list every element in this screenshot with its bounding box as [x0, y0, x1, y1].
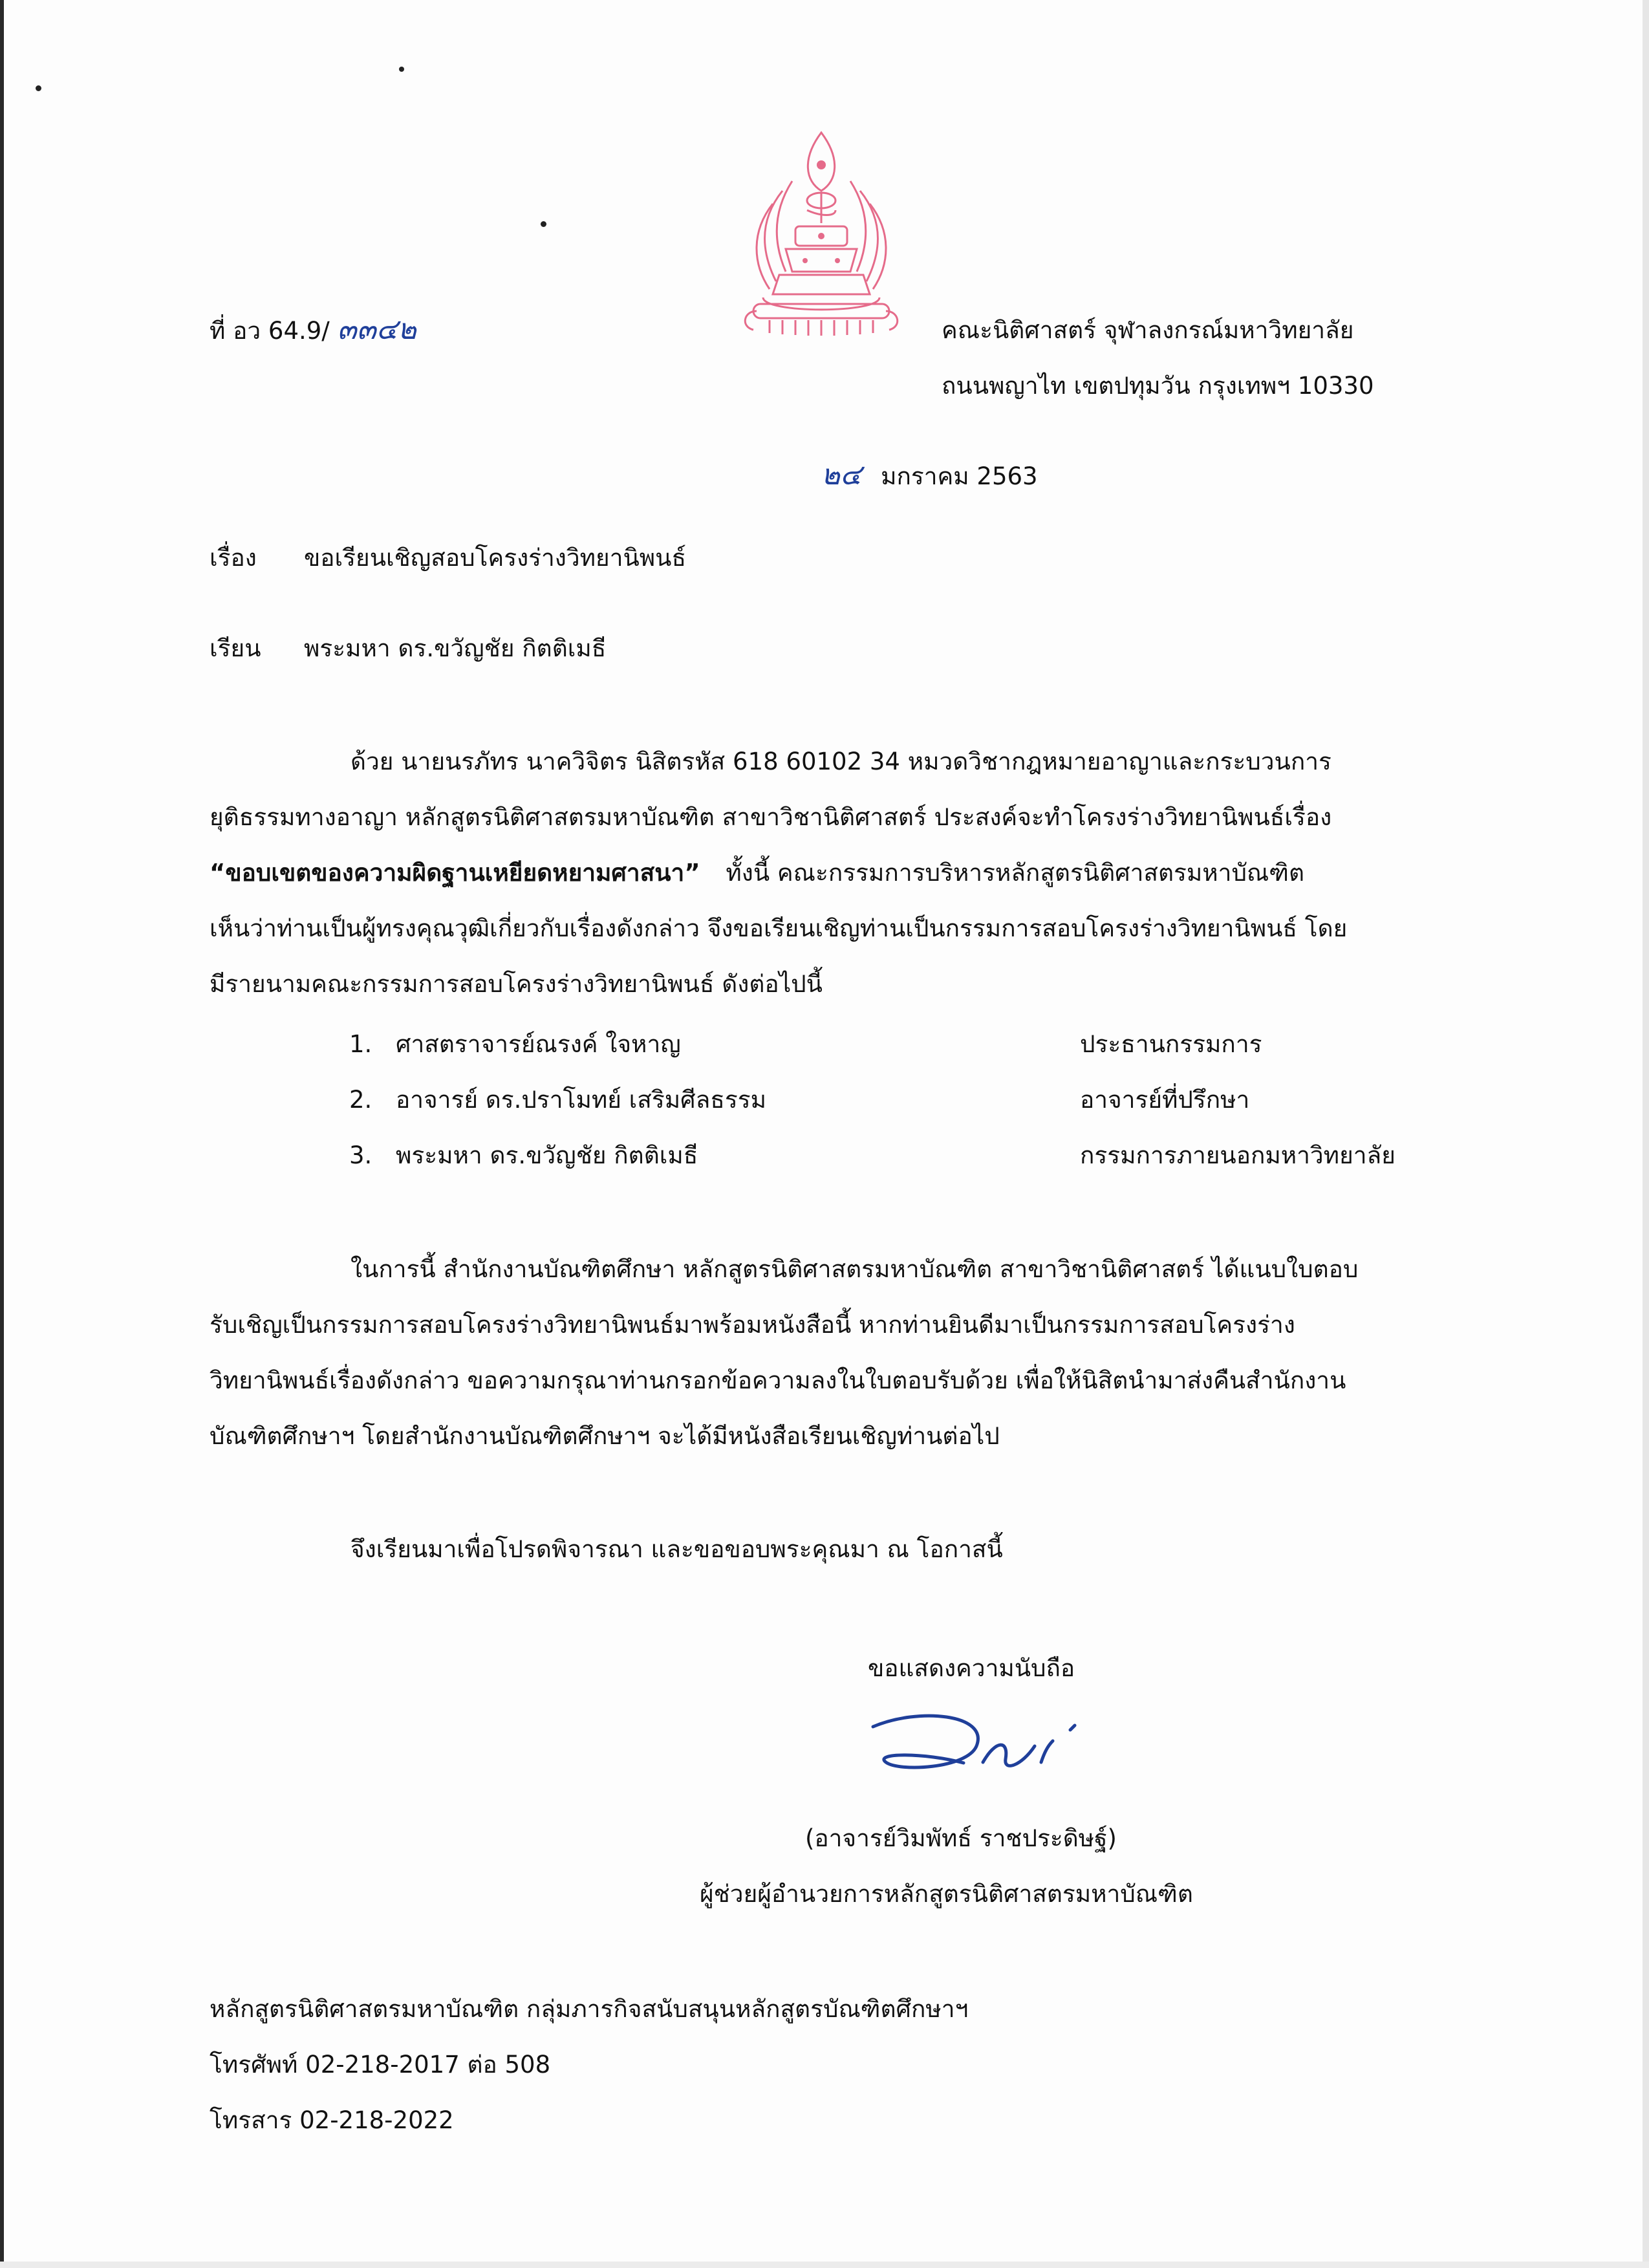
footer-department: หลักสูตรนิติศาสตรมหาบัณฑิต กลุ่มภารกิจสนับสนุนหลักสูตรบัณฑิตศึกษาฯ [210, 1995, 969, 2023]
paragraph-1-line: ยุติธรรมทางอาญา หลักสูตรนิติศาสตรมหาบัณฑิต สาขาวิชานิติศาสตร์ ประสงค์จะทำโครงร่างวิทยานิพนธ์เรื่อง [210, 803, 1332, 831]
committee-role: ประธานกรรมการ [1080, 1030, 1262, 1058]
letter-date [821, 459, 1038, 493]
committee-number: 1. [349, 1030, 372, 1058]
reference-number-handwritten: ๓๓๔๒ [337, 313, 416, 346]
scan-speck [399, 67, 404, 72]
reference-number [210, 314, 416, 347]
scan-speck [36, 85, 41, 91]
thesis-title: “ขอบเขตของความผิดฐานเหยียดหยามศาสนา” [210, 859, 700, 887]
committee-name: ศาสตราจารย์ณรงค์ ใจหาญ [396, 1030, 681, 1058]
recipient-label: เรียน [210, 634, 261, 662]
paragraph-2-line: รับเชิญเป็นกรรมการสอบโครงร่างวิทยานิพนธ์มาพร้อมหนังสือนี้ หากท่านยินดีมาเป็นกรรมการสอบโครงร่าง [210, 1311, 1295, 1339]
scan-left-edge [0, 0, 4, 2268]
committee-name: พระมหา ดร.ขวัญชัย กิตติเมธี [396, 1141, 698, 1169]
date-month-year: มกราคม 2563 [881, 462, 1038, 490]
paragraph-2-line: ในการนี้ สำนักงานบัณฑิตศึกษา หลักสูตรนิติศาสตรมหาบัณฑิต สาขาวิชานิติศาสตร์ ได้แนบใบตอบ [350, 1255, 1359, 1283]
footer-fax: โทรสาร 02-218-2022 [210, 2106, 454, 2134]
committee-number: 2. [349, 1086, 372, 1114]
committee-number: 3. [349, 1141, 372, 1169]
committee-role: อาจารย์ที่ปรึกษา [1080, 1086, 1250, 1114]
sender-line-1: คณะนิติศาสตร์ จุฬาลงกรณ์มหาวิทยาลัย [942, 316, 1354, 344]
paragraph-1-line: ด้วย นายนรภัทร นาควิจิตร นิสิตรหัส 618 60102 34 หมวดวิชากฎหมายอาญาและกระบวนการ [350, 748, 1331, 775]
committee-name: อาจารย์ ดร.ปราโมทย์ เสริมศีลธรรม [396, 1086, 767, 1114]
recipient-text: พระมหา ดร.ขวัญชัย กิตติเมธี [304, 634, 607, 662]
paragraph-1-line: มีรายนามคณะกรรมการสอบโครงร่างวิทยานิพนธ์ ดังต่อไปนี้ [210, 970, 823, 998]
paragraph-2-line: วิทยานิพนธ์เรื่องดังกล่าว ขอความกรุณาท่านกรอกข้อความลงในใบตอบรับด้วย เพื่อให้นิสิตนำมาส่งคืนสำนักงาน [210, 1366, 1346, 1394]
signer-name: (อาจารย์วิมพัทธ์ ราชประดิษฐ์) [805, 1824, 1117, 1852]
university-crest-icon [724, 120, 918, 359]
paragraph-3: จึงเรียนมาเพื่อโปรดพิจารณา และขอขอบพระคุณมา ณ โอกาสนี้ [350, 1535, 1003, 1563]
footer-phone: โทรศัพท์ 02-218-2017 ต่อ 508 [210, 2051, 551, 2079]
date-day-handwritten: ๒๔ [821, 459, 862, 491]
signature-mark [847, 1701, 1119, 1798]
subject-label: เรื่อง [210, 544, 257, 572]
signer-title: ผู้ช่วยผู้อำนวยการหลักสูตรนิติศาสตรมหาบัณฑิต [700, 1880, 1193, 1908]
scan-right-edge [1643, 0, 1649, 2268]
sender-line-2: ถนนพญาไท เขตปทุมวัน กรุงเทพฯ 10330 [942, 372, 1374, 400]
committee-role: กรรมการภายนอกมหาวิทยาลัย [1080, 1141, 1396, 1169]
paragraph-1-line [210, 857, 1304, 889]
subject-text: ขอเรียนเชิญสอบโครงร่างวิทยานิพนธ์ [304, 544, 687, 572]
paragraph-1-line: เห็นว่าท่านเป็นผู้ทรงคุณวุฒิเกี่ยวกับเรื่องดังกล่าว จึงขอเรียนเชิญท่านเป็นกรรมการสอบโครงร่างวิทยานิพนธ์ โดย [210, 914, 1348, 942]
scan-bottom-edge [0, 2262, 1649, 2268]
paragraph-2-line: บัณฑิตศึกษาฯ โดยสำนักงานบัณฑิตศึกษาฯ จะได้มีหนังสือเรียนเชิญท่านต่อไป [210, 1422, 1000, 1450]
closing-phrase: ขอแสดงความนับถือ [868, 1654, 1075, 1682]
scan-speck [541, 221, 546, 227]
paragraph-1-continuation: ทั้งนี้ คณะกรรมการบริหารหลักสูตรนิติศาสตรมหาบัณฑิต [726, 859, 1304, 887]
reference-label: ที่ อว 64.9/ [210, 317, 330, 345]
